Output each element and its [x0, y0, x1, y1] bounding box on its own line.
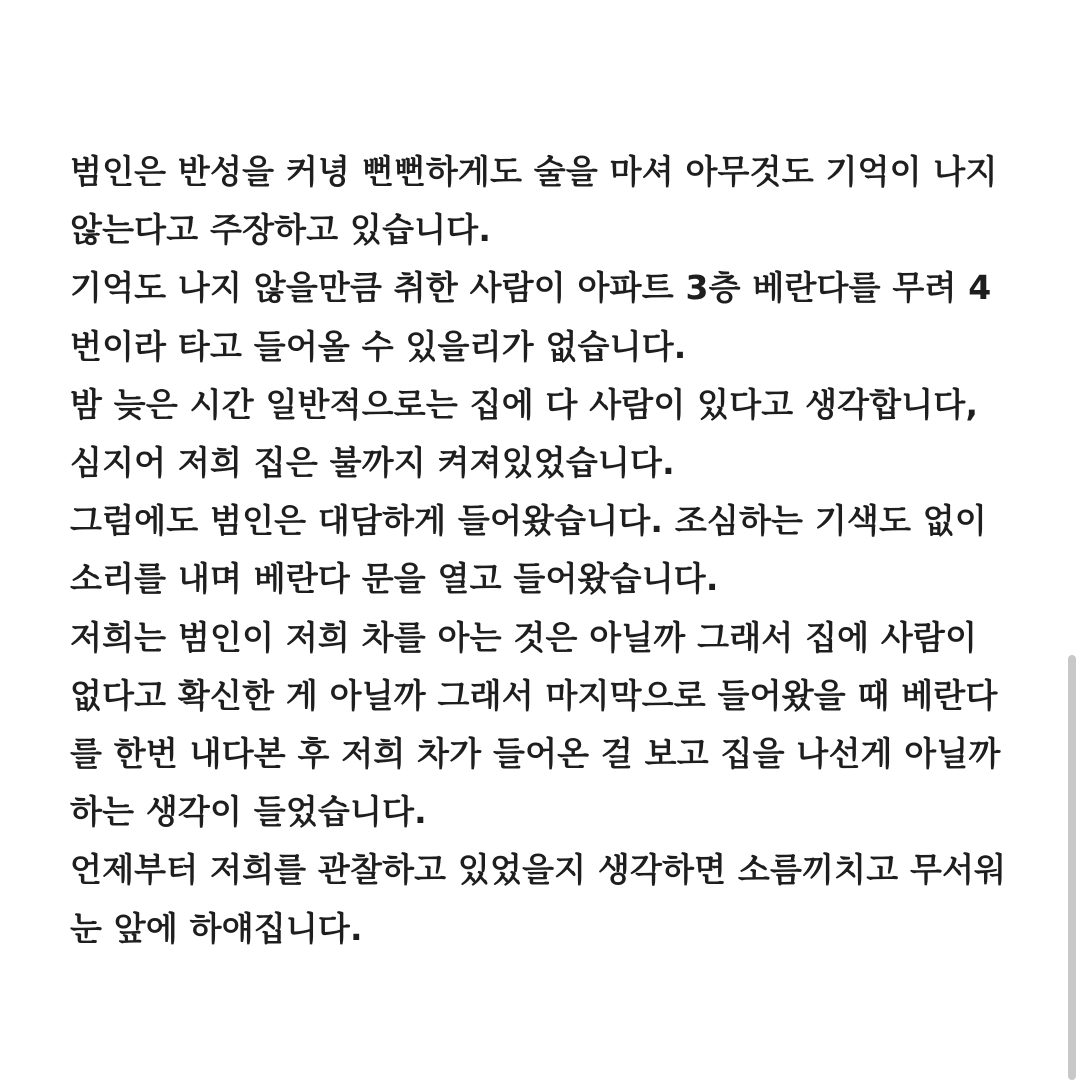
- scrollbar-thumb[interactable]: [1068, 655, 1076, 1080]
- text-line: 저희는 범인이 저희 차를 아는 것은 아닐까 그래서 집에 사람이: [70, 617, 978, 657]
- text-line: 없다고 확신한 게 아닐까 그래서 마지막으로 들어왔을 때 베란다: [70, 675, 998, 715]
- text-line: 밤 늦은 시간 일반적으로는 집에 다 사람이 있다고 생각합니다,: [70, 384, 979, 424]
- post-body-text: [70, 143, 1050, 958]
- text-line: 언제부터 저희를 관찰하고 있었을지 생각하면 소름끼치고 무서워: [70, 850, 1007, 890]
- text-line: 를 한번 내다본 후 저희 차가 들어온 걸 보고 집을 나선게 아닐까: [70, 734, 1001, 774]
- text-line: 그럼에도 범인은 대담하게 들어왔습니다. 조심하는 기색도 없이: [70, 501, 987, 541]
- text-line: 범인은 반성을 커녕 뻔뻔하게도 술을 마셔 아무것도 기억이 나지: [70, 152, 998, 191]
- text-line: 눈 앞에 하얘집니다.: [70, 908, 363, 948]
- text-line: 소리를 내며 베란다 문을 열고 들어왔습니다.: [70, 559, 719, 599]
- text-line: 않는다고 주장하고 있습니다.: [70, 210, 492, 250]
- text-line: 번이라 타고 들어올 수 있을리가 없습니다.: [70, 326, 687, 366]
- text-line: 심지어 저희 집은 불까지 켜져있었습니다.: [70, 443, 675, 483]
- text-line: 기억도 나지 않을만큼 취한 사람이 아파트 3층 베란다를 무려 4: [70, 268, 992, 308]
- text-line: 하는 생각이 들었습니다.: [70, 792, 427, 832]
- vertical-scrollbar[interactable]: [1066, 0, 1080, 1080]
